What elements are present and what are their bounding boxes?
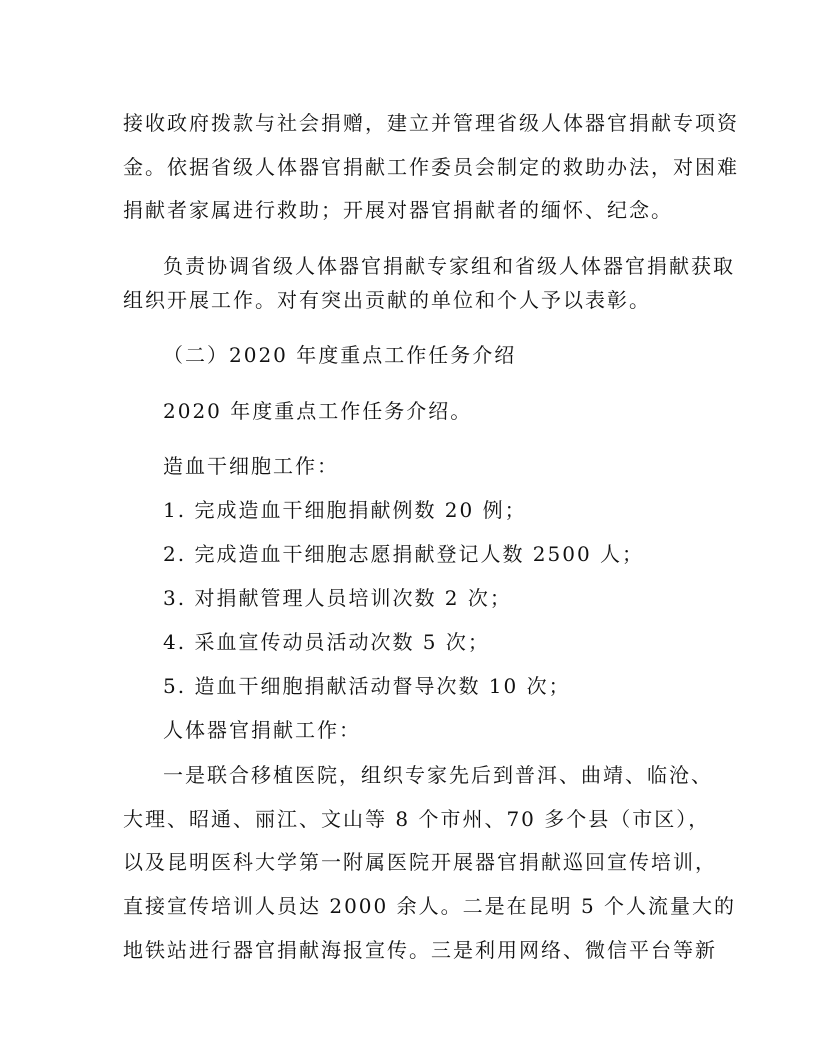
paragraph-line: 一是联合移植医院，组织专家先后到普洱、曲靖、临沧、 [163, 763, 713, 787]
section-heading: （二）2020 年度重点工作任务介绍 [163, 343, 517, 367]
paragraph-line: 捐献者家属进行救助；开展对器官捐献者的缅怀、纪念。 [123, 198, 673, 222]
paragraph-line: 2020 年度重点工作任务介绍。 [163, 399, 473, 423]
paragraph-line: 大理、昭通、丽江、文山等 8 个市州、70 多个县（市区）， [123, 807, 711, 831]
list-item: 4. 采血宣传动员活动次数 5 次； [163, 630, 490, 654]
paragraph-line: 接收政府拨款与社会捐赠，建立并管理省级人体器官捐献专项资 [123, 111, 739, 135]
paragraph-line: 金。依据省级人体器官捐献工作委员会制定的救助办法，对困难 [123, 155, 739, 179]
paragraph-line: 直接宣传培训人员达 2000 余人。二是在昆明 5 个人流量大的 [123, 894, 737, 918]
paragraph-line: 组织开展工作。对有突出贡献的单位和个人予以表彰。 [123, 288, 651, 312]
list-item: 1. 完成造血干细胞捐献例数 20 例； [163, 498, 527, 522]
list-item: 2. 完成造血干细胞志愿捐献登记人数 2500 人； [163, 542, 645, 566]
subheading-line: 造血干细胞工作： [163, 454, 339, 478]
paragraph-line: 以及昆明医科大学第一附属医院开展器官捐献巡回宣传培训， [123, 850, 717, 874]
subheading-line: 人体器官捐献工作： [163, 718, 361, 742]
paragraph-line: 负责协调省级人体器官捐献专家组和省级人体器官捐献获取 [163, 254, 735, 278]
paragraph-line: 地铁站进行器官捐献海报宣传。三是利用网络、微信平台等新 [123, 938, 717, 962]
list-item: 5. 造血干细胞捐献活动督导次数 10 次； [163, 674, 571, 698]
list-item: 3. 对捐献管理人员培训次数 2 次； [163, 586, 512, 610]
